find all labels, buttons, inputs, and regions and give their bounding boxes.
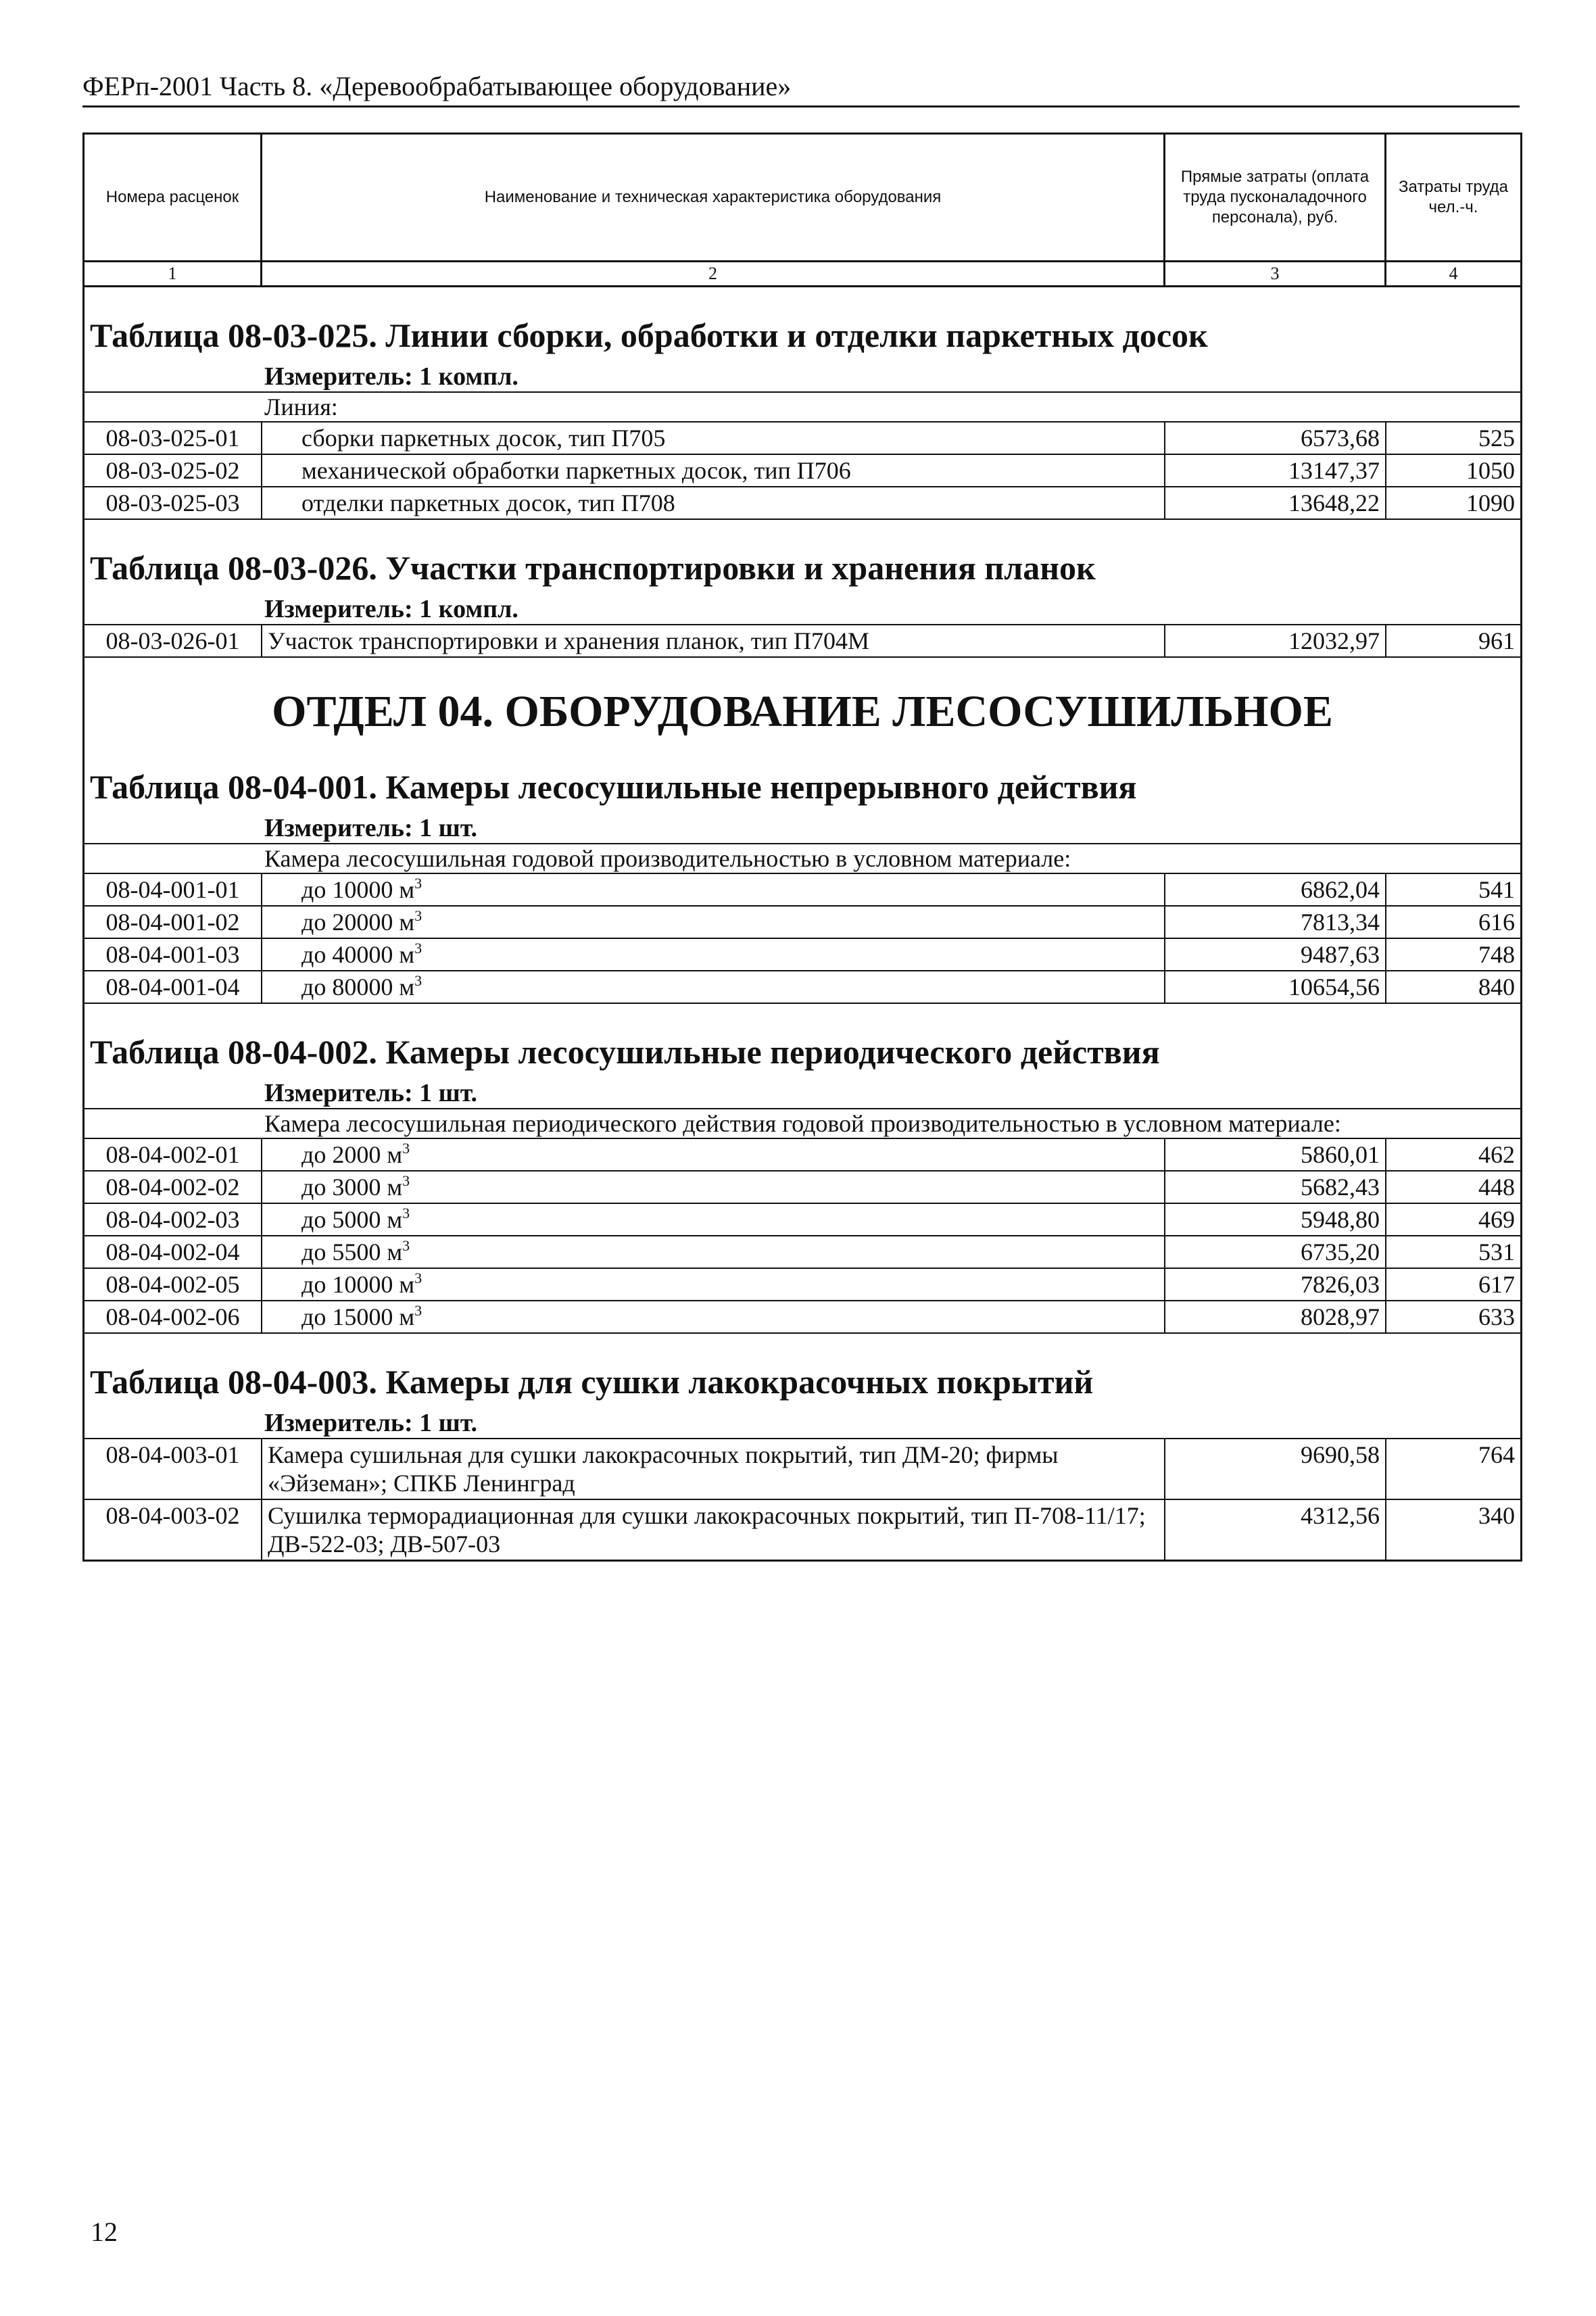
rate-code: 08-04-002-01 [84,1139,262,1170]
equipment-name: до 80000 $м^3$ [262,971,1165,1003]
direct-cost: 7813,34 [1165,907,1386,938]
table-row [84,971,1520,1004]
equipment-name: до 15000 $м^3$ [262,1301,1165,1332]
labor-cost: 1090 [1466,489,1515,516]
table-subhead: Линия: [84,393,1520,423]
table-measure: Измеритель: 1 компл. [84,594,1520,625]
equipment-name: Участок транспортировки и хранения планок, тип П704М [262,625,1165,656]
direct-cost: 5860,01 [1165,1139,1386,1170]
equipment-name: до 5500 $м^3$ [262,1236,1165,1268]
column-number: 2 [262,262,1165,285]
equipment-name: до 3000 $м^3$ [262,1172,1165,1203]
table-title: Таблица 08-04-002. Камеры лесосушильные периодического действия [90,1033,1160,1071]
direct-cost: 9487,63 [1165,939,1386,970]
labor-cost: 469 [1478,1206,1515,1233]
equipment-name: отделки паркетных досок, тип П708 [262,487,1165,518]
equipment-name: до 10000 $м^3$ [262,874,1165,905]
column-number: 4 [1449,264,1458,283]
rate-code: 08-03-026-01 [84,625,262,656]
section-title: ОТДЕЛ 04. ОБОРУДОВАНИЕ ЛЕСОСУШИЛЬНОЕ [272,687,1333,736]
table-row [84,1139,1520,1172]
rate-code: 08-03-025-01 [84,423,262,454]
direct-cost: 7826,03 [1165,1269,1386,1300]
labor-cost: 633 [1478,1303,1515,1330]
equipment-name: до 20000 $м^3$ [262,907,1165,938]
column-number: 3 [1165,262,1386,285]
page-number: 12 [91,2217,118,2247]
column-header-cost: Прямые затраты (оплата труда пусконаладочного персонала), руб. [1165,135,1386,260]
direct-cost: 5948,80 [1165,1204,1386,1235]
rate-code: 08-04-001-03 [84,939,262,970]
direct-cost: 13147,37 [1165,455,1386,486]
table-row [84,1500,1520,1560]
table-row [84,1439,1520,1500]
running-header: ФЕРп-2001 Часть 8. «Деревообрабатывающее оборудование» [82,70,1520,107]
table-title: Таблица 08-03-025. Линии сборки, обработки и отделки паркетных досок [90,316,1208,354]
labor-cost: 840 [1478,973,1515,1000]
table-row [84,487,1520,520]
rate-code: 08-04-002-06 [84,1301,262,1332]
rate-code: 08-04-002-03 [84,1204,262,1235]
direct-cost: 6573,68 [1165,423,1386,454]
table-row [84,874,1520,907]
equipment-name: сборки паркетных досок, тип П705 [262,423,1165,454]
rate-code: 08-04-003-01 [84,1439,262,1499]
table-row [84,1204,1520,1236]
labor-cost: 448 [1478,1174,1515,1201]
labor-cost: 961 [1478,627,1515,654]
price-table [82,132,1522,1562]
table-measure: Измеритель: 1 компл. [84,362,1520,393]
table-title: Таблица 08-03-026. Участки транспортировки и хранения планок [90,549,1096,587]
rate-code: 08-04-002-02 [84,1172,262,1203]
equipment-name: до 10000 $м^3$ [262,1269,1165,1300]
table-row [84,939,1520,971]
labor-cost: 525 [1478,425,1515,452]
labor-cost: 541 [1478,876,1515,903]
table-row [84,1269,1520,1301]
equipment-name: до 2000 $м^3$ [262,1139,1165,1170]
table-measure: Измеритель: 1 шт. [84,813,1520,844]
table-row [84,1301,1520,1334]
equipment-name: до 40000 $м^3$ [262,939,1165,970]
table-row [84,1236,1520,1269]
table-measure: Измеритель: 1 шт. [84,1408,1520,1439]
table-row [84,625,1520,658]
direct-cost: 12032,97 [1165,625,1386,656]
column-header-codes: Номера расценок [84,135,262,260]
labor-cost: 462 [1478,1141,1515,1168]
rate-code: 08-04-003-02 [84,1500,262,1560]
table-measure: Измеритель: 1 шт. [84,1078,1520,1109]
column-header-row [84,135,1520,262]
labor-cost: 1050 [1466,457,1515,484]
rate-code: 08-03-025-03 [84,487,262,518]
table-row [84,907,1520,939]
rate-code: 08-04-001-04 [84,971,262,1003]
direct-cost: 6862,04 [1165,874,1386,905]
equipment-name: Камера сушильная для сушки лакокрасочных покрытий, тип ДМ-20; фирмы «Эйземан»; СПКБ Ленинград [262,1439,1165,1499]
rate-code: 08-04-002-05 [84,1269,262,1300]
labor-cost: 616 [1478,909,1515,936]
labor-cost: 764 [1478,1441,1515,1468]
table-subhead: Камера лесосушильная периодического действия годовой производительностью в условном материале: [84,1109,1520,1139]
table-row [84,423,1520,455]
column-number: 1 [84,262,262,285]
labor-cost: 531 [1478,1238,1515,1265]
equipment-name: механической обработки паркетных досок, тип П706 [262,455,1165,486]
table-title: Таблица 08-04-003. Камеры для сушки лакокрасочных покрытий [90,1363,1094,1401]
direct-cost: 4312,56 [1165,1500,1386,1560]
direct-cost: 5682,43 [1165,1172,1386,1203]
direct-cost: 6735,20 [1165,1236,1386,1268]
column-number-row [84,262,1520,287]
direct-cost: 8028,97 [1165,1301,1386,1332]
table-row [84,1172,1520,1204]
table-row [84,455,1520,487]
direct-cost: 9690,58 [1165,1439,1386,1499]
table-subhead: Камера лесосушильная годовой производительностью в условном материале: [84,844,1520,874]
direct-cost: 13648,22 [1165,487,1386,518]
equipment-name: Сушилка терморадиационная для сушки лакокрасочных покрытий, тип П-708-11/17; ДВ-522-03; ДВ-507-03 [262,1500,1165,1560]
column-header-labor: Затраты труда чел.-ч. [1398,178,1508,216]
column-header-name: Наименование и техническая характеристика оборудования [262,135,1165,260]
direct-cost: 10654,56 [1165,971,1386,1003]
labor-cost: 340 [1478,1502,1515,1529]
labor-cost: 617 [1478,1271,1515,1298]
table-title: Таблица 08-04-001. Камеры лесосушильные непрерывного действия [90,768,1137,806]
rate-code: 08-03-025-02 [84,455,262,486]
rate-code: 08-04-001-01 [84,874,262,905]
equipment-name: до 5000 $м^3$ [262,1204,1165,1235]
labor-cost: 748 [1478,941,1515,968]
rate-code: 08-04-001-02 [84,907,262,938]
rate-code: 08-04-002-04 [84,1236,262,1268]
